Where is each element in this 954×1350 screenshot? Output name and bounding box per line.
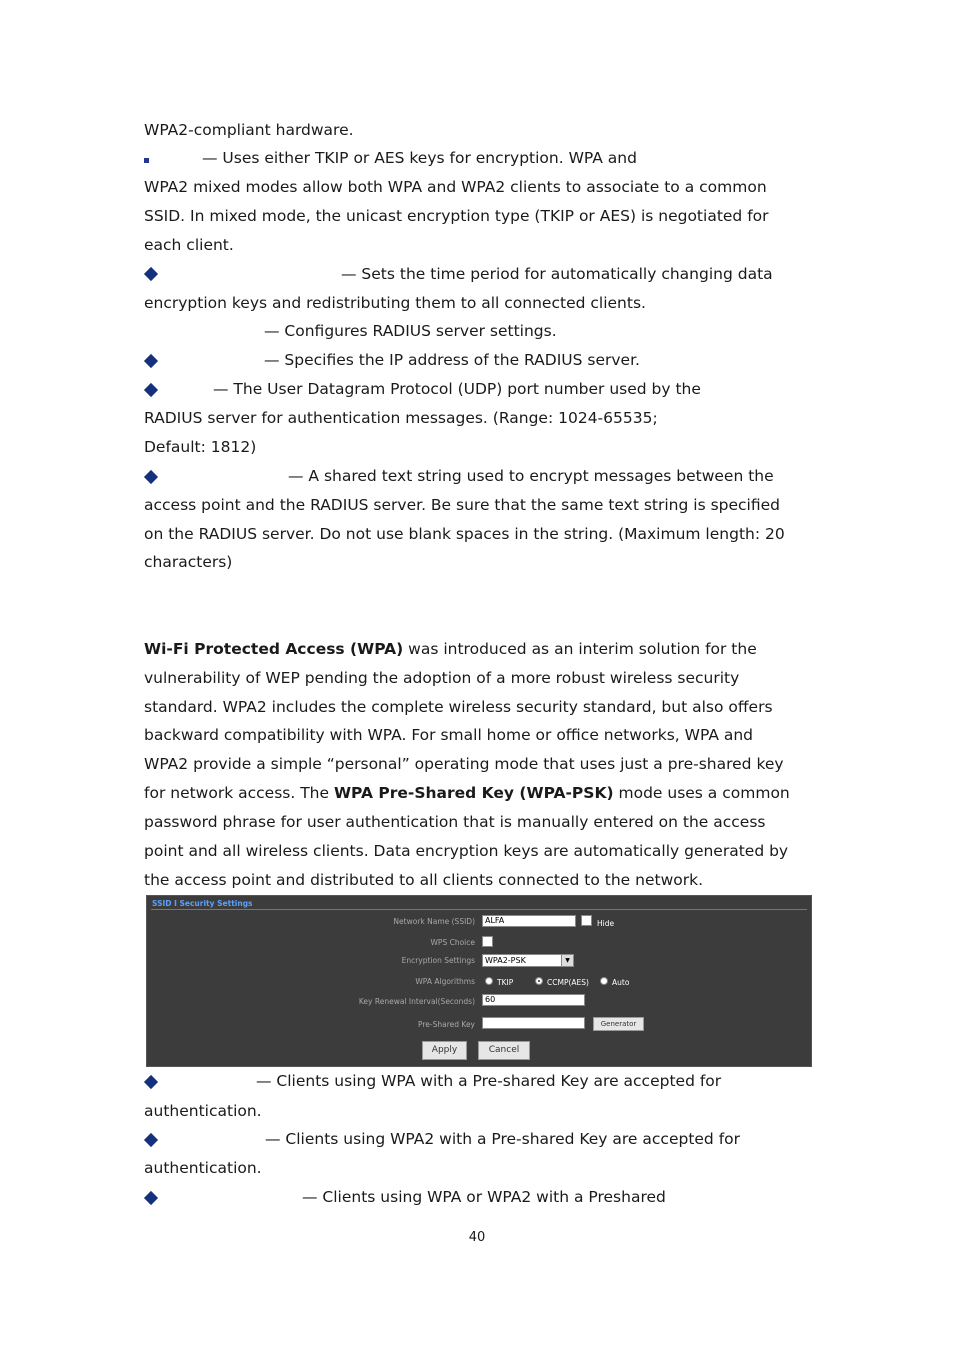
text-line: the access point and distributed to all clients connected to the network. bbox=[144, 871, 703, 889]
wpa-algorithms-label: WPA Algorithms bbox=[415, 977, 475, 986]
text-line: standard. WPA2 includes the complete wireless security standard, but also offers bbox=[144, 698, 773, 716]
text-line: backward compatibility with WPA. For small home or office networks, WPA and bbox=[144, 726, 754, 744]
text-line: authentication. bbox=[144, 1102, 262, 1120]
text-line: WPA2 provide a simple “personal” operating mode that uses just a pre-shared key bbox=[144, 755, 784, 773]
text-line: SSID. In mixed mode, the unicast encryption type (TKIP or AES) is negotiated for bbox=[144, 207, 769, 225]
text-span: for network access. The bbox=[144, 784, 334, 802]
text-line: WPA2-compliant hardware. bbox=[144, 121, 354, 139]
text-line: — Specifies the IP address of the RADIUS server. bbox=[264, 351, 640, 369]
text-line: — Clients using WPA2 with a Pre-shared Key are accepted for bbox=[265, 1130, 741, 1148]
hide-label: Hide bbox=[597, 919, 615, 928]
text-line: authentication. bbox=[144, 1159, 262, 1177]
pre-shared-key-label: Pre-Shared Key bbox=[417, 1020, 475, 1029]
text-line: — Clients using WPA or WPA2 with a Preshared bbox=[302, 1188, 666, 1206]
generator-button[interactable]: Generator bbox=[593, 1017, 644, 1031]
hide-checkbox[interactable] bbox=[581, 915, 592, 926]
text-line: characters) bbox=[144, 553, 233, 571]
text-line: WPA2 mixed modes allow both WPA and WPA2 clients to associate to a common bbox=[144, 178, 767, 196]
ccmp-label: CCMP(AES) bbox=[547, 978, 589, 987]
apply-button[interactable]: Apply bbox=[422, 1041, 467, 1060]
text-line: each client. bbox=[144, 236, 234, 254]
square-bullet-icon bbox=[144, 158, 149, 163]
diamond-bullet-icon bbox=[144, 1133, 158, 1147]
encryption-select[interactable] bbox=[482, 954, 574, 967]
auto-radio[interactable] bbox=[600, 977, 608, 985]
bold-term: Wi-Fi Protected Access (WPA) bbox=[144, 640, 404, 658]
text-line: password phrase for user authentication that is manually entered on the access bbox=[144, 813, 766, 831]
key-renewal-label: Key Renewal Interval(Seconds) bbox=[358, 997, 475, 1006]
text-line: — Clients using WPA with a Pre-shared Key are accepted for bbox=[256, 1072, 722, 1090]
text-line bbox=[144, 635, 757, 664]
text-line: RADIUS server for authentication messages. (Range: 1024-65535; bbox=[144, 409, 658, 427]
diamond-bullet-icon bbox=[144, 383, 158, 397]
diamond-bullet-icon bbox=[144, 470, 158, 484]
text-line: — Uses either TKIP or AES keys for encryption. WPA and bbox=[202, 149, 637, 167]
text-line: point and all wireless clients. Data encryption keys are automatically generated by bbox=[144, 842, 789, 860]
tkip-radio[interactable] bbox=[485, 977, 493, 985]
text-line: Default: 1812) bbox=[144, 438, 257, 456]
encryption-label: Encryption Settings bbox=[401, 956, 475, 965]
text-line: — A shared text string used to encrypt messages between the bbox=[288, 467, 774, 485]
ssid-label: Network Name (SSID) bbox=[393, 917, 475, 926]
ssid-input[interactable]: ALFA bbox=[482, 915, 576, 927]
ccmp-radio[interactable] bbox=[535, 977, 543, 985]
panel-divider bbox=[151, 909, 807, 910]
text-line: on the RADIUS server. Do not use blank spaces in the string. (Maximum length: 20 bbox=[144, 525, 785, 543]
wps-checkbox[interactable] bbox=[482, 936, 493, 947]
pre-shared-key-input[interactable] bbox=[482, 1017, 585, 1029]
cancel-button[interactable]: Cancel bbox=[478, 1041, 530, 1060]
auto-label: Auto bbox=[612, 978, 630, 987]
text-line bbox=[144, 779, 790, 808]
text-line: access point and the RADIUS server. Be sure that the same text string is specified bbox=[144, 496, 780, 514]
chevron-down-icon: ▼ bbox=[561, 955, 573, 966]
security-settings-panel bbox=[146, 895, 812, 1067]
tkip-label: TKIP bbox=[497, 978, 514, 987]
text-line: vulnerability of WEP pending the adoption of a more robust wireless security bbox=[144, 669, 740, 687]
key-renewal-input[interactable]: 60 bbox=[482, 994, 585, 1006]
diamond-bullet-icon bbox=[144, 267, 158, 281]
diamond-bullet-icon bbox=[144, 1075, 158, 1089]
encryption-select-value: WPA2-PSK bbox=[485, 956, 526, 965]
text-span: mode uses a common bbox=[613, 784, 790, 802]
bold-term: WPA Pre-Shared Key (WPA-PSK) bbox=[333, 784, 614, 802]
text-line: — Sets the time period for automatically changing data bbox=[341, 265, 773, 283]
text-span: was introduced as an interim solution for the bbox=[403, 640, 757, 658]
panel-title: SSID I Security Settings bbox=[152, 899, 253, 908]
diamond-bullet-icon bbox=[144, 354, 158, 368]
diamond-bullet-icon bbox=[144, 1191, 158, 1205]
wps-label: WPS Choice bbox=[430, 938, 475, 947]
text-line: encryption keys and redistributing them to all connected clients. bbox=[144, 294, 646, 312]
page-number: 40 bbox=[468, 1230, 486, 1245]
text-line: — The User Datagram Protocol (UDP) port number used by the bbox=[213, 380, 701, 398]
text-line: — Configures RADIUS server settings. bbox=[264, 322, 557, 340]
